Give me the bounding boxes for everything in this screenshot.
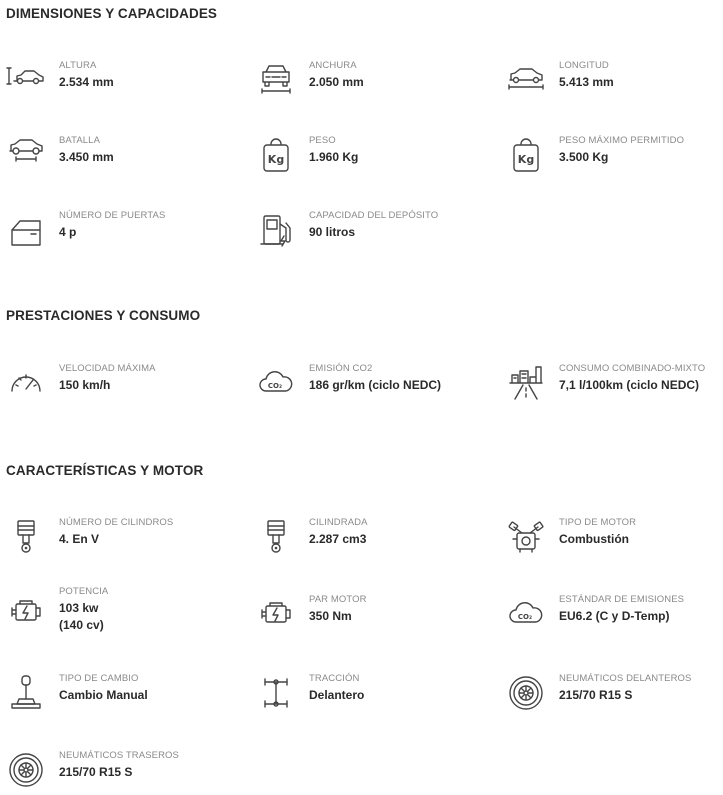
spec-potencia [6, 586, 236, 638]
spec-value: 5.413 mm [559, 75, 614, 89]
section-title-engine: CARACTERÍSTICAS Y MOTOR [6, 463, 204, 478]
wheelbase-icon [6, 135, 46, 175]
spec-value: 7,1 l/100km (ciclo NEDC) [559, 378, 700, 392]
spec-value: 186 gr/km (ciclo NEDC) [309, 378, 442, 392]
car-height-icon [6, 60, 46, 100]
spec-value: 2.287 cm3 [309, 532, 367, 546]
spec-batalla [6, 135, 236, 175]
spec-tipo-motor [506, 517, 723, 557]
speedometer-icon [6, 363, 46, 403]
spec-value: 350 Nm [309, 609, 352, 623]
spec-label: PESO MÁXIMO PERMITIDO [559, 135, 685, 146]
spec-label: BATALLA [59, 135, 101, 146]
spec-longitud [506, 60, 723, 100]
spec-peso [256, 135, 486, 175]
spec-deposito [256, 210, 486, 250]
spec-label: NEUMÁTICOS TRASEROS [59, 750, 179, 761]
spec-label: CONSUMO COMBINADO-MIXTO [559, 363, 706, 374]
drivetrain-icon [256, 673, 296, 713]
spec-label: TRACCIÓN [309, 673, 360, 684]
spec-value: Combustión [559, 532, 629, 546]
spec-label: TIPO DE MOTOR [559, 517, 637, 528]
spec-label: POTENCIA [59, 586, 109, 597]
tire-icon [506, 673, 546, 713]
fuel-pump-icon [256, 210, 296, 250]
spec-value: 4. En V [59, 532, 100, 546]
spec-altura [6, 60, 236, 100]
spec-neumaticos-delanteros [506, 673, 723, 713]
engine-power-icon [6, 592, 46, 632]
spec-par-motor [256, 594, 486, 634]
spec-value: 3.500 Kg [559, 150, 609, 164]
spec-value: 4 p [59, 225, 77, 239]
spec-estandar-emisiones [506, 594, 723, 634]
spec-value: 150 km/h [59, 378, 111, 392]
engine-power-icon [256, 594, 296, 634]
spec-value: 1.960 Kg [309, 150, 359, 164]
svg-text:CO₂: CO₂ [517, 613, 533, 621]
engine-block-icon [506, 517, 546, 557]
co2-cloud-icon [256, 363, 296, 403]
svg-text:Kg: Kg [517, 153, 535, 166]
spec-value-secondary: (140 cv) [59, 618, 104, 632]
spec-value: 103 kw [59, 601, 99, 615]
spec-label: NÚMERO DE PUERTAS [59, 210, 166, 221]
spec-traccion [256, 673, 486, 713]
spec-peso-maximo [506, 135, 723, 175]
spec-puertas [6, 210, 236, 250]
spec-emision-co2 [256, 363, 486, 403]
spec-label: PESO [309, 135, 336, 146]
spec-label: NÚMERO DE CILINDROS [59, 517, 174, 528]
gear-stick-icon [6, 673, 46, 713]
spec-value: 90 litros [309, 225, 356, 239]
spec-label: CILINDRADA [309, 517, 368, 528]
spec-cilindrada [256, 517, 486, 557]
spec-consumo [506, 363, 723, 403]
spec-value: Delantero [309, 688, 365, 702]
spec-value: 3.450 mm [59, 150, 114, 164]
spec-label: TIPO DE CAMBIO [59, 673, 139, 684]
spec-label: ANCHURA [309, 60, 357, 71]
car-width-icon [256, 60, 296, 100]
spec-label: VELOCIDAD MÁXIMA [59, 363, 156, 374]
spec-value: 2.050 mm [309, 75, 364, 89]
spec-velocidad-maxima [6, 363, 236, 403]
spec-tipo-cambio [6, 673, 236, 713]
piston-icon [256, 517, 296, 557]
spec-label: ALTURA [59, 60, 97, 71]
city-road-icon [506, 363, 546, 403]
spec-label: CAPACIDAD DEL DEPÓSITO [309, 210, 439, 221]
spec-value: 215/70 R15 S [59, 765, 133, 779]
spec-label: NEUMÁTICOS DELANTEROS [559, 673, 692, 684]
max-weight-icon [506, 135, 546, 175]
spec-label: EMISIÓN CO2 [309, 363, 373, 374]
spec-value: 2.534 mm [59, 75, 114, 89]
section-title-dimensions: DIMENSIONES Y CAPACIDADES [6, 6, 218, 21]
door-icon [6, 210, 46, 250]
spec-label: PAR MOTOR [309, 594, 367, 605]
section-title-performance: PRESTACIONES Y CONSUMO [6, 308, 201, 323]
spec-anchura [256, 60, 486, 100]
spec-value: EU6.2 (C y D-Temp) [559, 609, 670, 623]
spec-value: Cambio Manual [59, 688, 148, 702]
spec-label: LONGITUD [559, 60, 609, 71]
weight-icon [256, 135, 296, 175]
spec-label: ESTÁNDAR DE EMISIONES [559, 594, 685, 605]
spec-neumaticos-traseros [6, 750, 236, 790]
spec-value: 215/70 R15 S [559, 688, 633, 702]
svg-text:Kg: Kg [267, 153, 285, 166]
car-length-icon [506, 60, 546, 100]
spec-cilindros [6, 517, 236, 557]
svg-text:CO₂: CO₂ [267, 382, 283, 390]
co2-cloud-icon [506, 594, 546, 634]
tire-icon [6, 750, 46, 790]
piston-icon [6, 517, 46, 557]
